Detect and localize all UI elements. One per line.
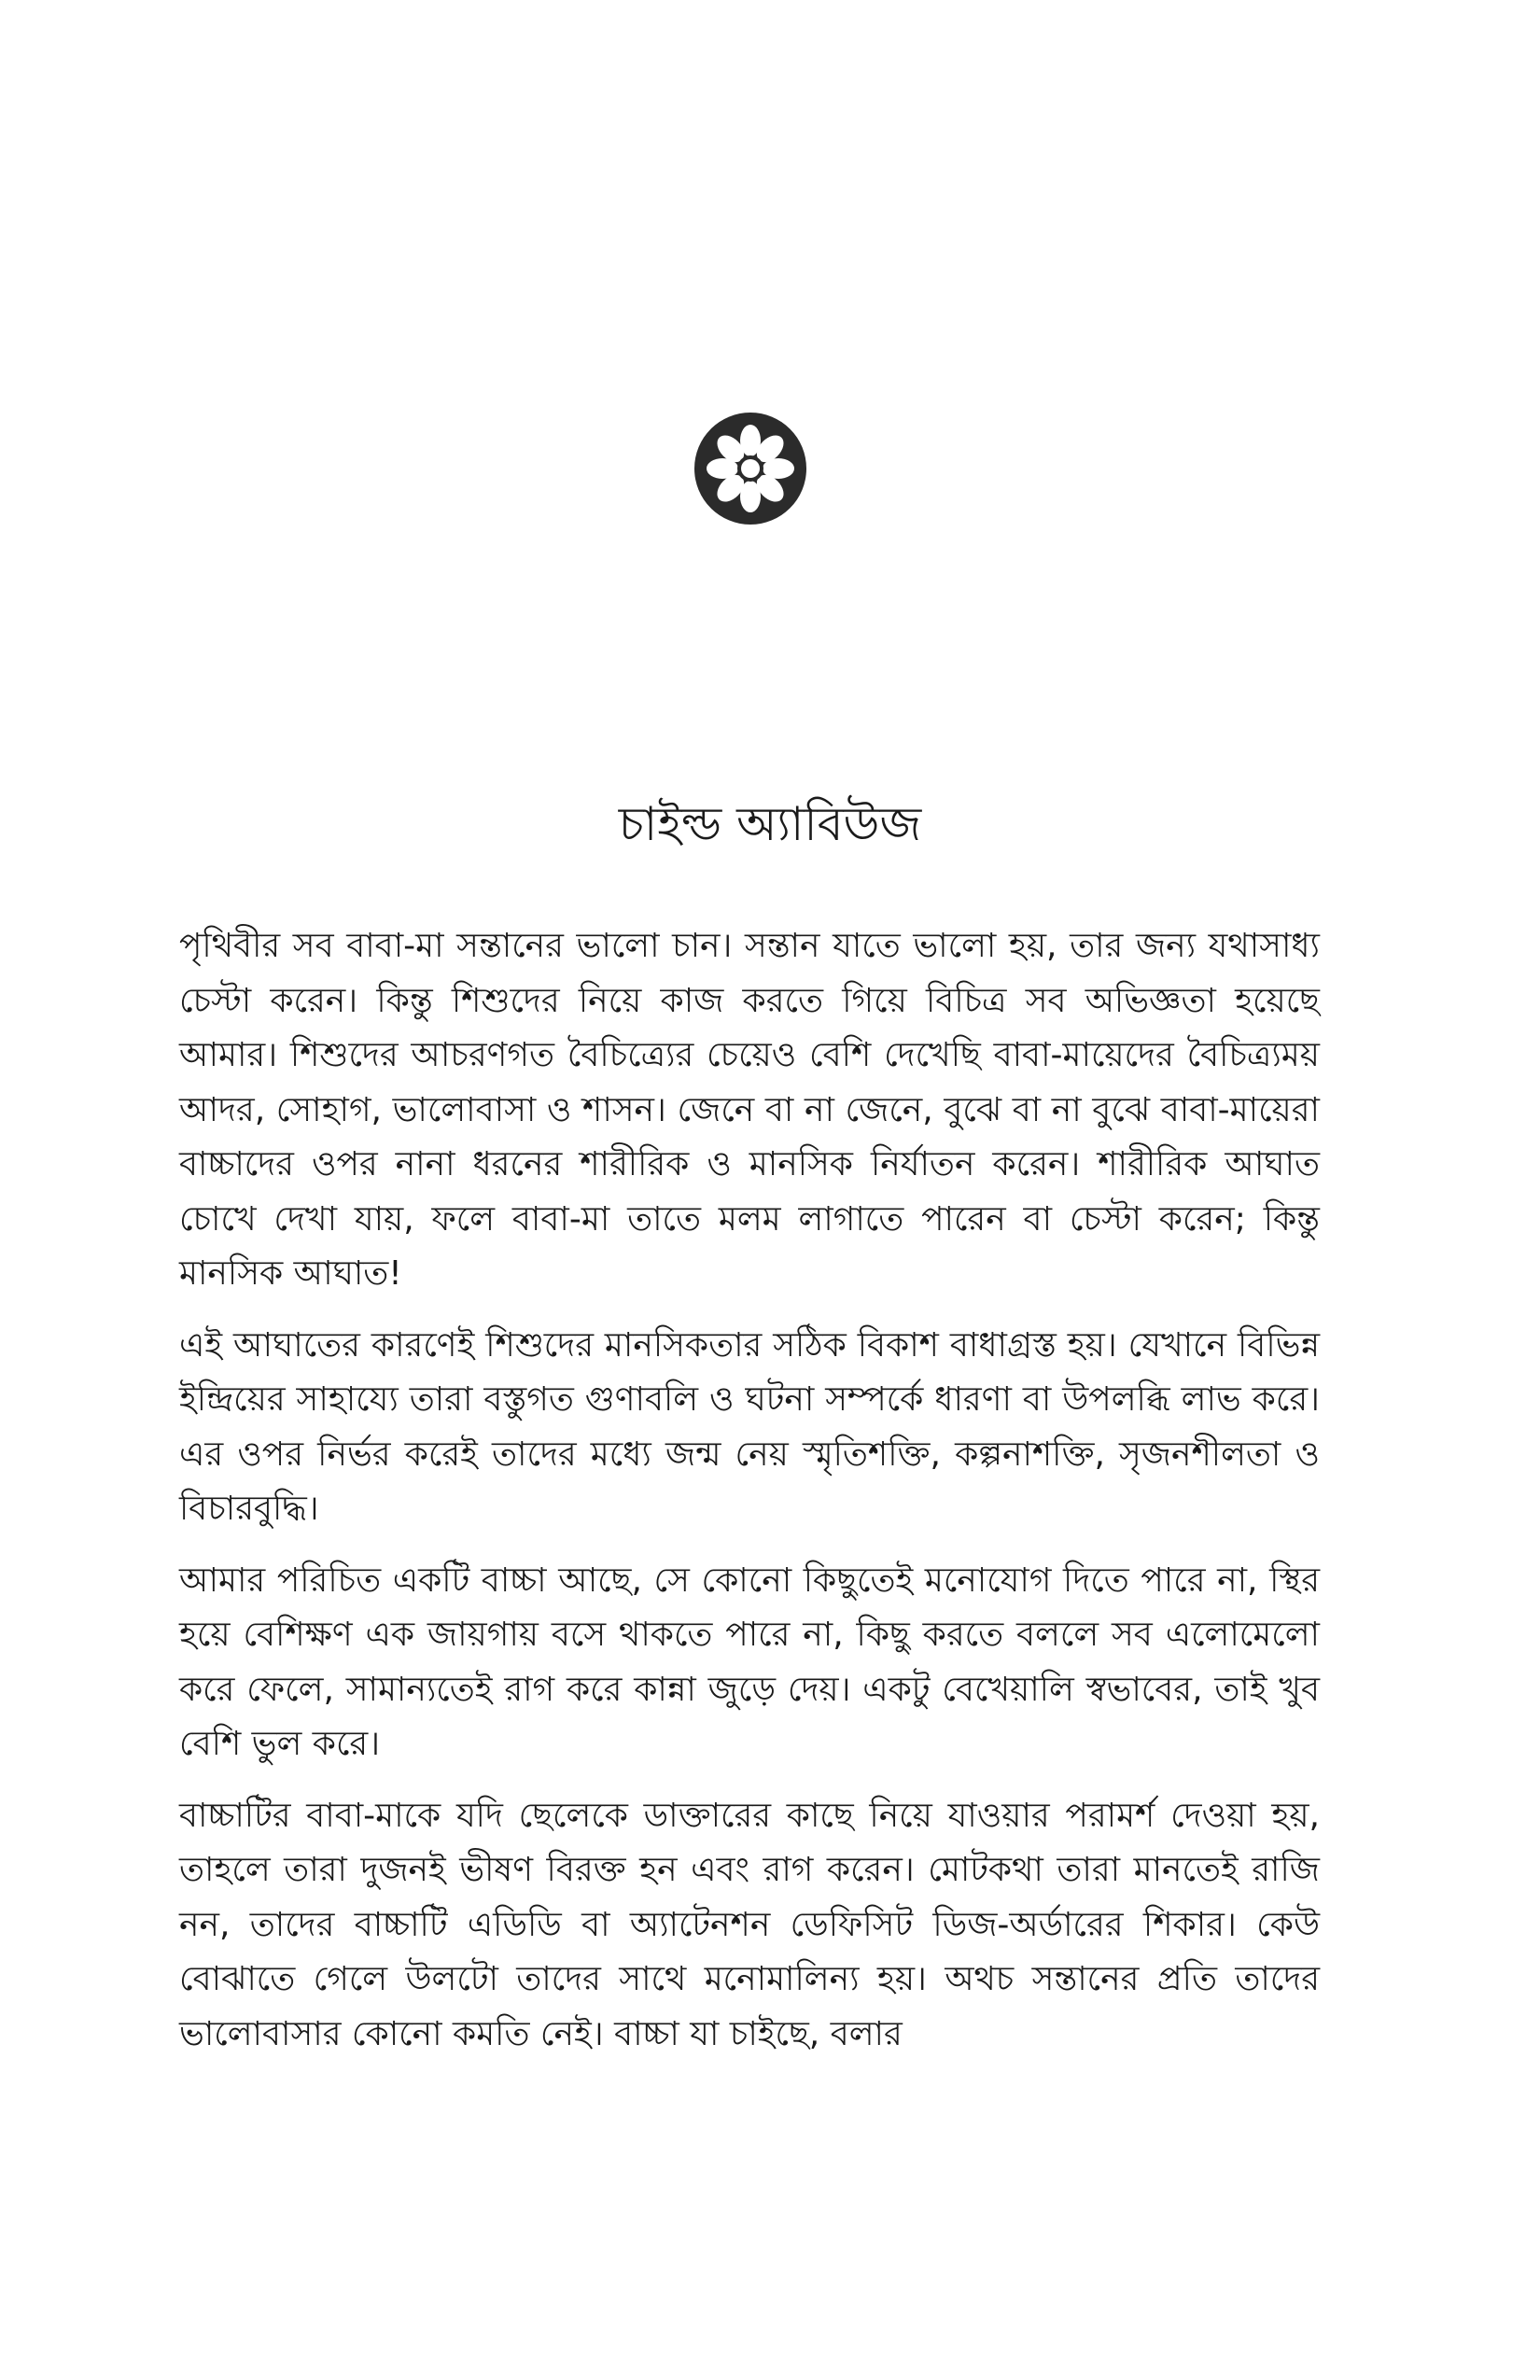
paragraph: বাচ্চাটির বাবা-মাকে যদি ছেলেকে ডাক্তারের কাছে নিয়ে যাওয়ার পরামর্শ দেওয়া হয়, তাহলে তারা দুজনই ভীষণ বিরক্ত হন এবং রাগ করেন। মোটকথা তারা মানতেই রাজি নন, তাদের বাচ্চাটি এডিডি বা অ্যাটেনশন ডেফিসিট ডিজ-অর্ডারের শিকার। কেউ বোঝাতে গেলে উলটো তাদের সাথে মনোমালিন্য হয়। অথচ সন্তানের প্রতি তাদের ভালোবাসার কোনো কমতি নেই। বাচ্চা যা চাইছে, বলার	[179, 1796, 1320, 2053]
chapter-title: চাইল্ড অ্যাবিউজ	[618, 797, 922, 851]
paragraph: এই আঘাতের কারণেই শিশুদের মানসিকতার সঠিক বিকাশ বাধাগ্রস্ত হয়। যেখানে বিভিন্ন ইন্দ্রিয়ের সাহায্যে তারা বস্তুগত গুণাবলি ও ঘটনা সম্পর্কে ধারণা বা উপলব্ধি লাভ করে। এর ওপর নির্ভর করেই তাদের মধ্যে জন্ম নেয় স্মৃতিশক্তি, কল্পনাশক্তি, সৃজনশীলতা ও বিচারবুদ্ধি।	[179, 1325, 1320, 1528]
body-text	[179, 919, 1320, 2079]
flower-rosette-icon	[693, 411, 808, 526]
paragraph: আমার পরিচিত একটি বাচ্চা আছে, সে কোনো কিছুতেই মনোযোগ দিতে পারে না, স্থির হয়ে বেশিক্ষণ এক জায়গায় বসে থাকতে পারে না, কিছু করতে বললে সব এলোমেলো করে ফেলে, সামান্যতেই রাগ করে কান্না জুড়ে দেয়। একটু বেখেয়ালি স্বভাবের, তাই খুব বেশি ভুল করে।	[179, 1561, 1320, 1763]
paragraph: পৃথিবীর সব বাবা-মা সন্তানের ভালো চান। সন্তান যাতে ভালো হয়, তার জন্য যথাসাধ্য চেস্টা করেন। কিন্তু শিশুদের নিয়ে কাজ করতে গিয়ে বিচিত্র সব অভিজ্ঞতা হয়েছে আমার। শিশুদের আচরণগত বৈচিত্র্যের চেয়েও বেশি দেখেছি বাবা-মায়েদের বৈচিত্র্যময় আদর, সোহাগ, ভালোবাসা ও শাসন। জেনে বা না জেনে, বুঝে বা না বুঝে বাবা-মায়েরা বাচ্চাদের ওপর নানা ধরনের শারীরিক ও মানসিক নির্যাতন করেন। শারীরিক আঘাত চোখে দেখা যায়, ফলে বাবা-মা তাতে মলম লাগাতে পারেন বা চেস্টা করেন; কিন্তু মানসিক আঘাত!	[179, 927, 1320, 1293]
